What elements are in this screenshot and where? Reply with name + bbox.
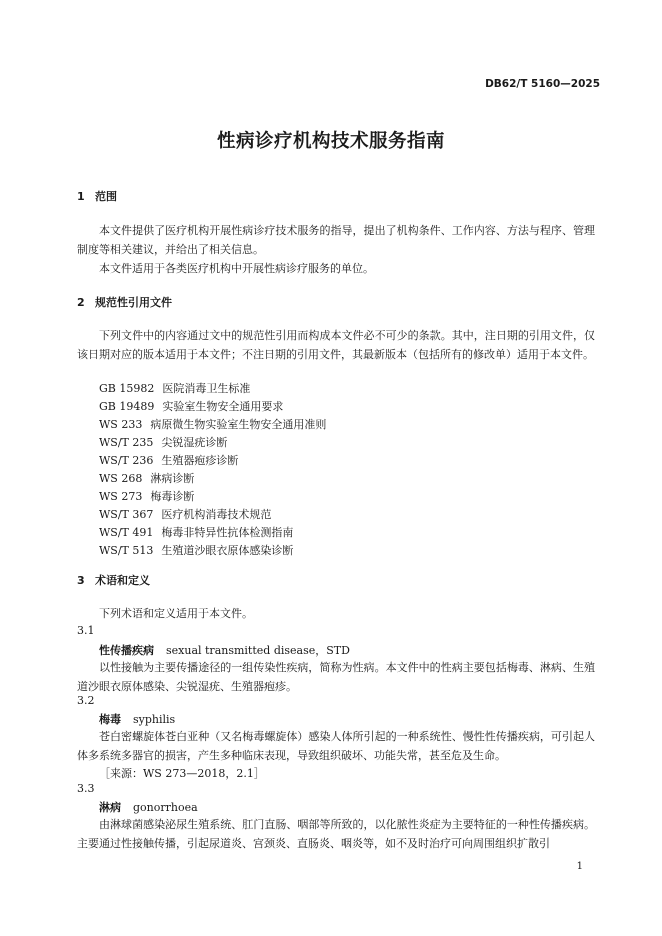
section-heading-normative-refs <box>77 294 172 310</box>
reference-item <box>99 398 283 414</box>
scope-paragraph-1: 本文件提供了医疗机构开展性病诊疗技术服务的指导，提出了机构条件、工作内容、方法与程序、管理制度等相关建议，并给出了相关信息。 <box>77 224 595 256</box>
term-name: 梅毒 <box>99 713 121 726</box>
normative-refs-intro: 下列文件中的内容通过文中的规范性引用而构成本文件必不可少的条款。其中，注日期的引用文件，仅该日期对应的版本适用于本文件；不注日期的引用文件，其最新版本（包括所有的修改单）适用于本文件。 <box>77 329 595 361</box>
section-number: 1 <box>77 190 85 203</box>
terms-intro: 下列术语和定义适用于本文件。 <box>99 607 253 620</box>
reference-code: WS/T 491 <box>99 526 154 539</box>
reference-code: WS/T 236 <box>99 454 154 467</box>
section-title: 规范性引用文件 <box>95 296 172 309</box>
reference-name: 实验室生物安全通用要求 <box>162 400 284 413</box>
term-english: gonorrhoea <box>133 801 198 814</box>
term-source: ［来源：WS 273—2018，2.1］ <box>99 767 265 780</box>
document-number: DB62/T 5160—2025 <box>485 78 600 90</box>
term-english: sexual transmitted disease，STD <box>166 644 350 657</box>
reference-item <box>99 524 293 540</box>
page-number: 1 <box>576 861 583 872</box>
reference-code: WS/T 235 <box>99 436 154 449</box>
term-definition: 由淋球菌感染泌尿生殖系统、肛门直肠、咽部等所致的，以化脓性炎症为主要特征的一种性传播疾病。主要通过性接触传播，引起尿道炎、宫颈炎、直肠炎、咽炎等，如不及时治疗可向周围组织扩散引 <box>77 818 595 850</box>
reference-item <box>99 380 250 396</box>
term-heading <box>99 799 198 815</box>
term-heading <box>99 642 350 658</box>
scope-paragraph-2: 本文件适用于各类医疗机构中开展性病诊疗服务的单位。 <box>99 262 374 275</box>
term-number: 3.3 <box>77 782 95 795</box>
reference-code: WS/T 367 <box>99 508 154 521</box>
section-number: 3 <box>77 574 85 587</box>
term-definition: 以性接触为主要传播途径的一组传染性疾病，简称为性病。本文件中的性病主要包括梅毒、淋病、生殖道沙眼衣原体感染、尖锐湿疣、生殖器疱疹。 <box>77 661 595 693</box>
reference-item <box>99 452 238 468</box>
reference-code: GB 15982 <box>99 382 155 395</box>
term-number: 3.1 <box>77 624 95 637</box>
reference-name: 生殖器疱疹诊断 <box>161 454 239 467</box>
section-number: 2 <box>77 296 85 309</box>
reference-name: 梅毒诊断 <box>150 490 195 503</box>
term-name: 淋病 <box>99 801 121 814</box>
reference-item <box>99 434 227 450</box>
section-title: 范围 <box>95 190 117 203</box>
term-definition: 苍白密螺旋体苍白亚种（又名梅毒螺旋体）感染人体所引起的一种系统性、慢性性传播疾病，可引起人体多系统多器官的损害，产生多种临床表现，导致组织破坏、功能失常，甚至危及生命。 <box>77 730 595 762</box>
term-heading <box>99 711 175 727</box>
reference-name: 淋病诊断 <box>150 472 195 485</box>
section-heading-scope <box>77 188 117 204</box>
reference-name: 梅毒非特异性抗体检测指南 <box>161 526 294 539</box>
reference-code: GB 19489 <box>99 400 155 413</box>
reference-item <box>99 506 271 522</box>
term-name: 性传播疾病 <box>99 644 154 657</box>
reference-name: 生殖道沙眼衣原体感染诊断 <box>161 544 294 557</box>
term-english: syphilis <box>133 713 176 726</box>
reference-code: WS 268 <box>99 472 143 485</box>
term-number: 3.2 <box>77 694 95 707</box>
reference-item <box>99 542 293 558</box>
reference-name: 医院消毒卫生标准 <box>162 382 251 395</box>
reference-item <box>99 470 194 486</box>
reference-code: WS/T 513 <box>99 544 154 557</box>
document-title: 性病诊疗机构技术服务指南 <box>216 131 445 152</box>
reference-item <box>99 488 194 504</box>
reference-item <box>99 416 326 432</box>
reference-name: 病原微生物实验室生物安全通用准则 <box>150 418 327 431</box>
reference-name: 尖锐湿疣诊断 <box>161 436 228 449</box>
reference-code: WS 273 <box>99 490 143 503</box>
section-title: 术语和定义 <box>95 574 150 587</box>
section-heading-terms <box>77 572 150 588</box>
reference-name: 医疗机构消毒技术规范 <box>161 508 272 521</box>
reference-code: WS 233 <box>99 418 143 431</box>
